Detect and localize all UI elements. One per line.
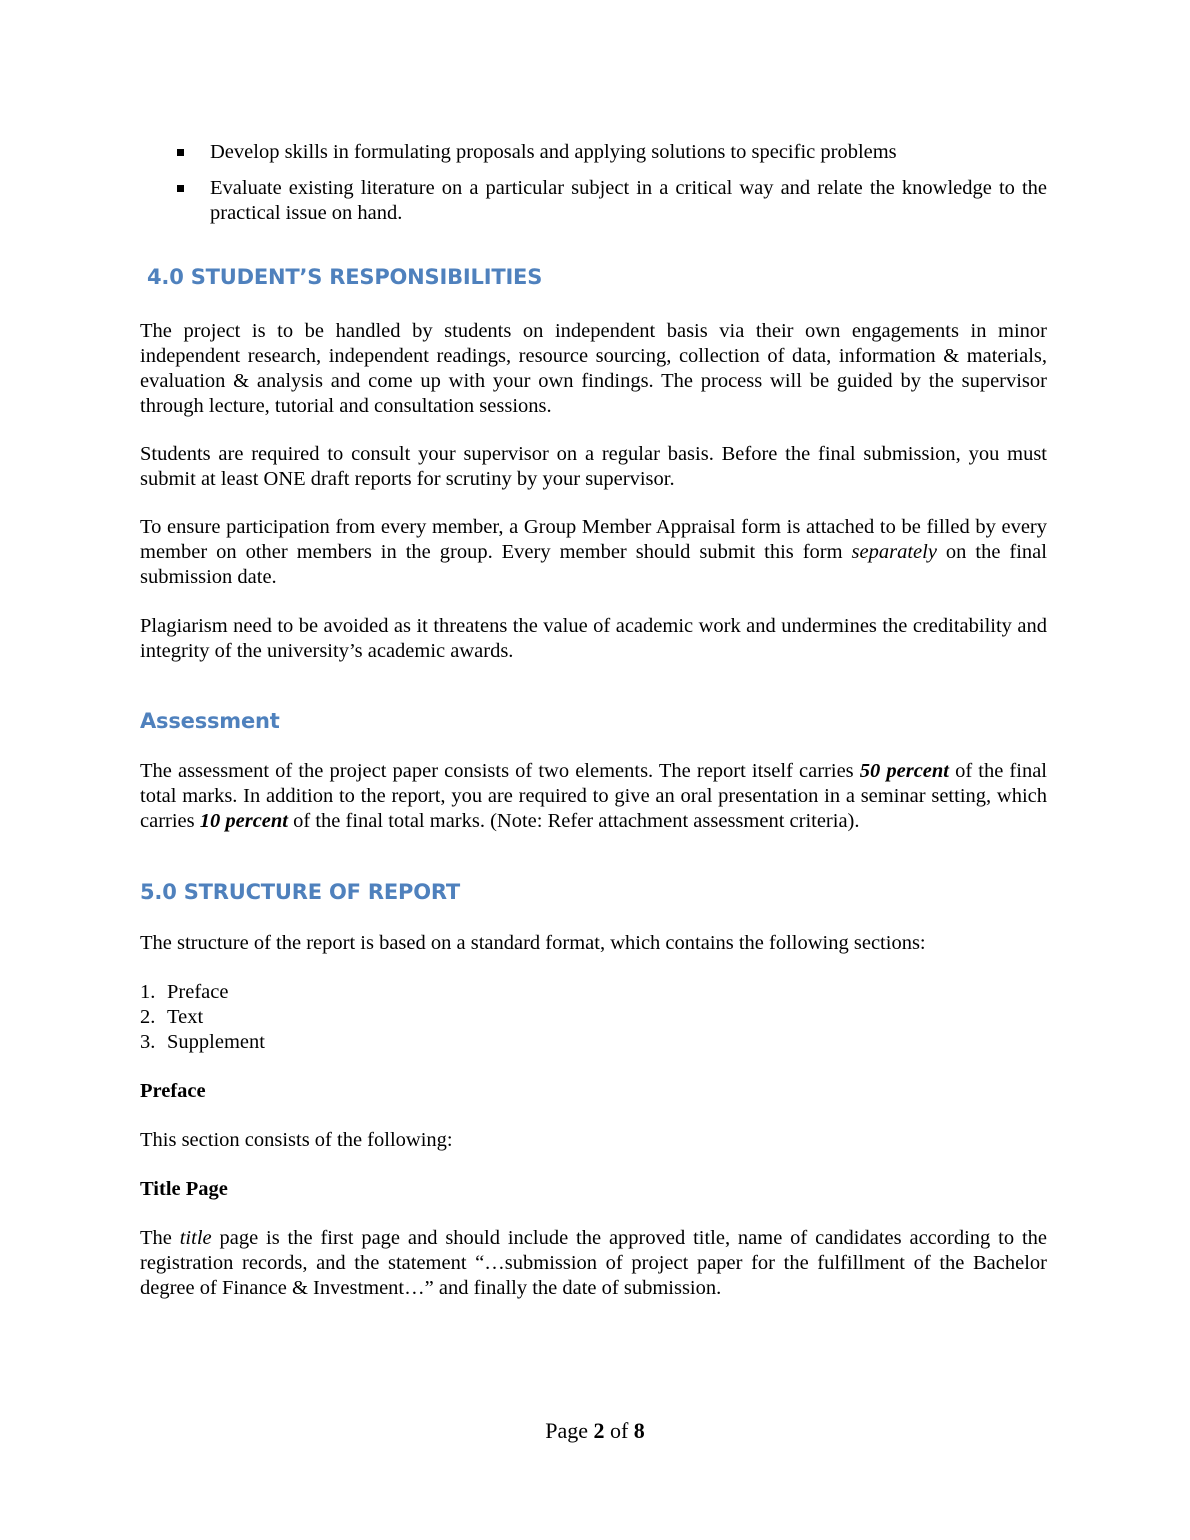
assessment-text-a: The assessment of the project paper consists of two elements. The report itself carries [140,760,860,782]
current-page-number: 2 [593,1418,605,1443]
of-word: of [604,1418,634,1443]
title-page-heading: Title Page [140,1178,228,1200]
objectives-bullet-list [175,140,1047,237]
page-word: Page [545,1418,594,1443]
list-label: Supplement [167,1031,265,1053]
list-item [140,980,265,1005]
section-4-heading: 4.0 STUDENT’S RESPONSIBILITIES [147,265,543,289]
title-emphasis: title [179,1227,212,1249]
bullet-item [175,140,1047,165]
para3-text-b: on the final submission date. [140,541,1047,588]
fifty-percent-strong: 50 percent [859,760,949,782]
title-page-paragraph [140,1226,1047,1301]
assessment-text-b: of the final total marks. In addition to the report, you are required to give an oral presentation in a seminar setting, which carries [140,760,1047,832]
list-label: Preface [167,981,229,1003]
responsibilities-paragraph-1: The project is to be handled by students on independent basis via their own engagements in minor independent research, independent readings, resource sourcing, collection of data, information & materials, evaluation & analysis and come up with your own findings. The process will be guided by the supervisor through lecture, tutorial and consultation sessions. [140,320,1047,417]
separately-emphasis: separately [851,541,937,563]
structure-intro: The structure of the report is based on a standard format, which contains the following sections: [140,932,926,954]
assessment-heading: Assessment [140,709,280,733]
ten-percent-strong: 10 percent [199,810,288,832]
preface-heading: Preface [140,1080,206,1102]
list-item [140,1005,265,1030]
preface-text: This section consists of the following: [140,1129,453,1151]
para3-text-a: To ensure participation from every member, a Group Member Appraisal form is attached to be filled by every member on other members in the group. Every member should submit this form [140,516,1047,563]
bullet-text: Develop skills in formulating proposals and applying solutions to specific problems [210,141,897,163]
plagiarism-paragraph: Plagiarism need to be avoided as it threatens the value of academic work and undermines the creditability and integrity of the university’s academic awards. [140,615,1047,662]
title-page-text-a: The [140,1227,180,1249]
page-number-footer [0,1418,1190,1444]
section-5-heading: 5.0 STRUCTURE OF REPORT [140,880,461,904]
bullet-text: Evaluate existing literature on a particular subject in a critical way and relate the knowledge to the practical issue on hand. [210,177,1047,224]
list-number: 2. [140,1006,156,1028]
list-number: 1. [140,981,156,1003]
report-sections-list [140,980,265,1055]
assessment-paragraph [140,759,1047,834]
bullet-item [175,176,1047,226]
list-item [140,1030,265,1055]
title-page-text-b: page is the first page and should include the approved title, name of candidates according to the registration records, and the statement “…submission of project paper for the fulfillment of the Bachelor degree of Finance & Investment…” and finally the date of submission. [140,1227,1047,1299]
list-label: Text [167,1006,204,1028]
list-number: 3. [140,1031,156,1053]
responsibilities-paragraph-2: Students are required to consult your supervisor on a regular basis. Before the final submission, you must submit at least ONE draft reports for scrutiny by your supervisor. [140,443,1047,490]
responsibilities-paragraph-3 [140,515,1047,590]
total-pages-number: 8 [633,1418,645,1443]
assessment-text-c: of the final total marks. (Note: Refer attachment assessment criteria). [288,810,860,832]
